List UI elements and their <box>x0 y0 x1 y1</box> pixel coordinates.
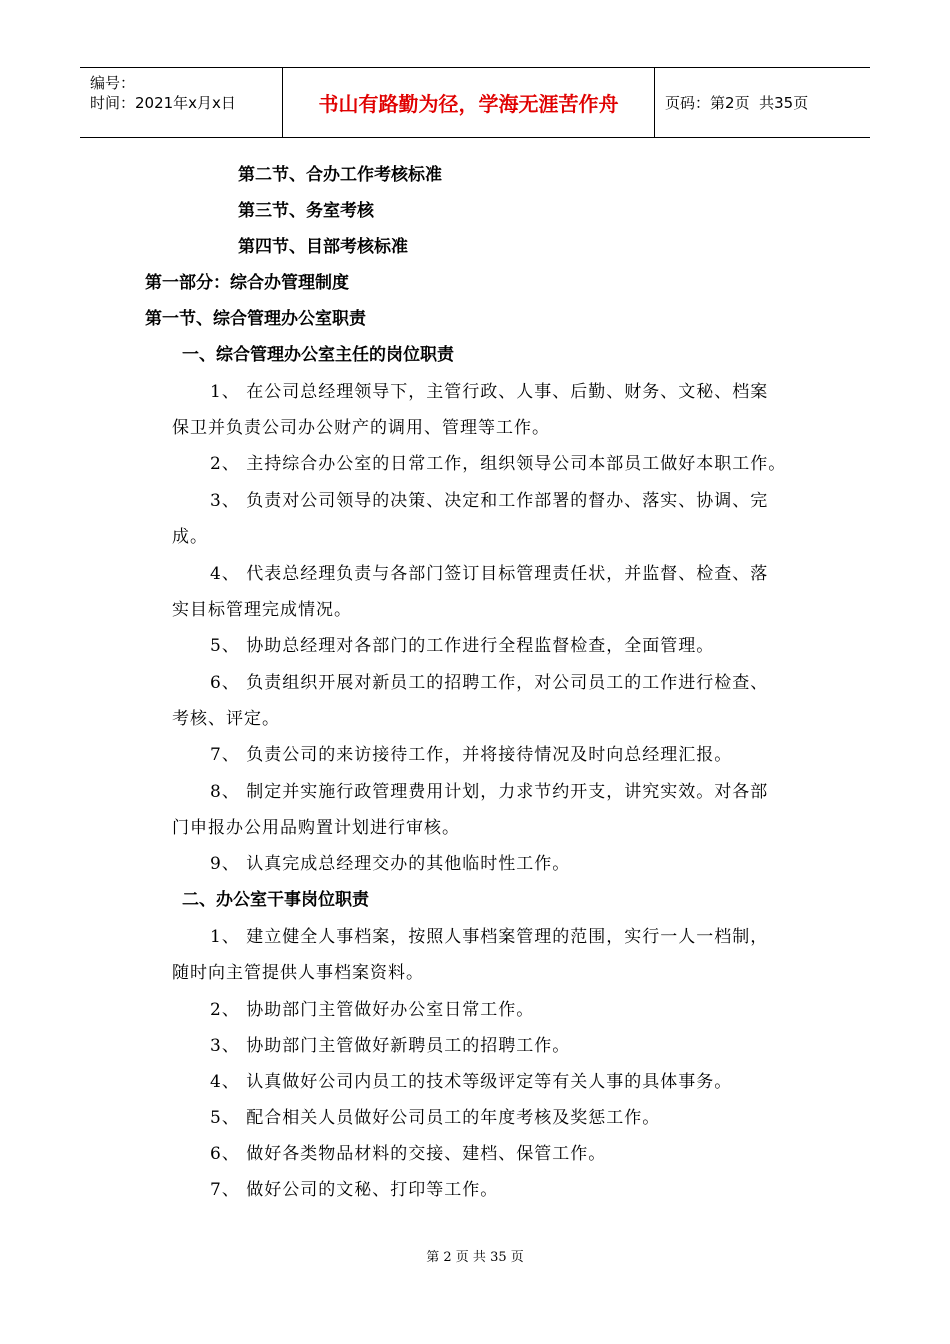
header-page-number: 2 <box>725 93 735 112</box>
header-motto: 书山有路勤为径，学海无涯苦作舟 <box>282 68 655 137</box>
document-date: 时间：2021年x月x日 <box>90 94 236 112</box>
paragraph-line: 1、 建立健全人事档案，按照人事档案管理的范围，实行一人一档制， <box>210 927 769 947</box>
paragraph-line: 7、 做好公司的文秘、打印等工作。 <box>210 1180 499 1200</box>
paragraph-line: 2、 主持综合办公室的日常工作，组织领导公司本部员工做好本职工作。 <box>210 454 787 474</box>
paragraph-line: 门申报办公用品购置计划进行审核。 <box>172 818 460 838</box>
paragraph-line: 考核、评定。 <box>172 709 280 729</box>
toc-entry: 第四节、目部考核标准 <box>238 237 408 257</box>
toc-entry: 第三节、务室考核 <box>238 201 374 221</box>
part-title: 第一部分：综合办管理制度 <box>145 273 349 293</box>
header-page-prefix: 页码：第 <box>665 94 726 112</box>
header-meta <box>80 68 282 137</box>
subsection-title: 二、办公室干事岗位职责 <box>182 890 369 910</box>
document-number-label: 编号： <box>90 74 136 92</box>
paragraph-line: 随时向主管提供人事档案资料。 <box>172 963 424 983</box>
paragraph-line: 保卫并负责公司办公财产的调用、管理等工作。 <box>172 418 550 438</box>
paragraph-line: 5、 协助总经理对各部门的工作进行全程监督检查，全面管理。 <box>210 636 715 656</box>
header-page-mid: 页 共 <box>734 94 775 112</box>
paragraph-line: 3、 负责对公司领导的决策、决定和工作部署的督办、落实、协调、完 <box>210 491 769 511</box>
paragraph-line: 5、 配合相关人员做好公司员工的年度考核及奖惩工作。 <box>210 1108 661 1128</box>
paragraph-line: 实目标管理完成情况。 <box>172 600 352 620</box>
paragraph-line: 7、 负责公司的来访接待工作，并将接待情况及时向总经理汇报。 <box>210 745 733 765</box>
toc-entry: 第二节、合办工作考核标准 <box>238 165 442 185</box>
paragraph-line: 4、 代表总经理负责与各部门签订目标管理责任状，并监督、检查、落 <box>210 564 769 584</box>
paragraph-line: 4、 认真做好公司内员工的技术等级评定等有关人事的具体事务。 <box>210 1072 733 1092</box>
paragraph-line: 2、 协助部门主管做好办公室日常工作。 <box>210 1000 535 1020</box>
paragraph-line: 成。 <box>172 527 208 547</box>
paragraph-line: 1、 在公司总经理领导下，主管行政、人事、后勤、财务、文秘、档案 <box>210 382 769 402</box>
paragraph-line: 6、 负责组织开展对新员工的招聘工作，对公司员工的工作进行检查、 <box>210 673 769 693</box>
footer-page-total: 35 <box>490 1250 507 1265</box>
page-footer <box>0 1246 950 1265</box>
section-title: 第一节、综合管理办公室职责 <box>145 309 366 329</box>
header-page-total: 35 <box>774 93 794 112</box>
paragraph-line: 3、 协助部门主管做好新聘员工的招聘工作。 <box>210 1036 571 1056</box>
header-page-info <box>655 68 870 137</box>
footer-mid: 页 共 <box>451 1250 491 1265</box>
paragraph-line: 8、 制定并实施行政管理费用计划，力求节约开支，讲究实效。对各部 <box>210 782 769 802</box>
footer-suffix: 页 <box>506 1250 524 1265</box>
paragraph-line: 9、 认真完成总经理交办的其他临时性工作。 <box>210 854 571 874</box>
paragraph-line: 6、 做好各类物品材料的交接、建档、保管工作。 <box>210 1144 607 1164</box>
header-page-suffix: 页 <box>793 94 809 112</box>
footer-prefix: 第 <box>426 1250 444 1265</box>
subsection-title: 一、综合管理办公室主任的岗位职责 <box>182 345 454 365</box>
footer-page-number: 2 <box>443 1250 452 1265</box>
page-header <box>80 67 870 138</box>
